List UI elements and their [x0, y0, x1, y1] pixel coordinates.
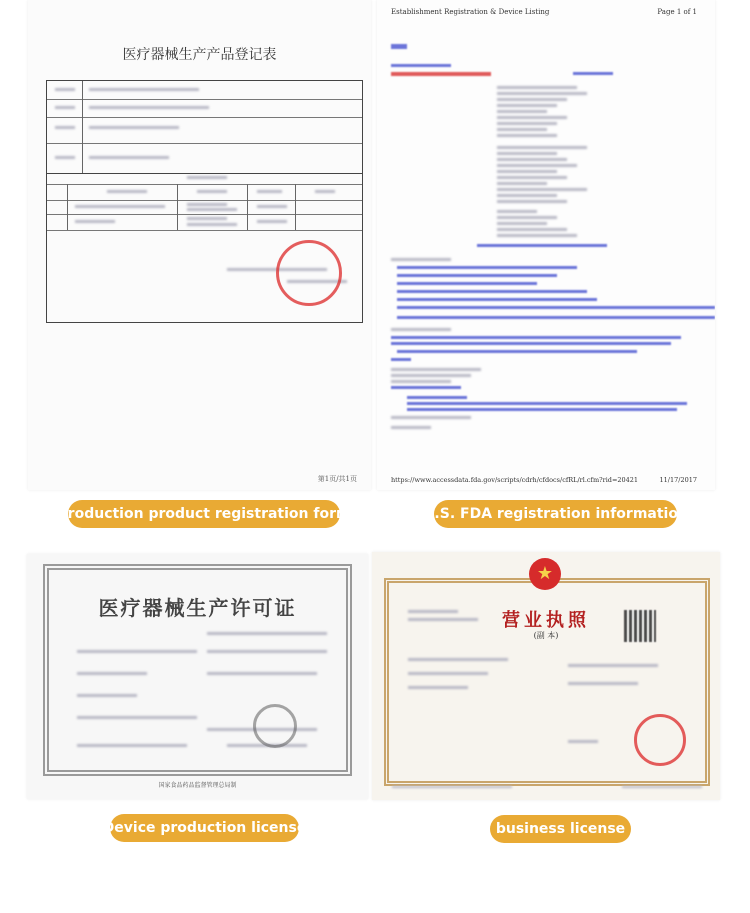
- business-license-subtitle: (副 本): [533, 631, 559, 640]
- caption-registration-form: Production product registration form: [68, 500, 340, 528]
- qr-code-icon: [624, 610, 656, 642]
- fda-header-title: Establishment Registration & Device Listing: [391, 8, 550, 16]
- fda-footer-url: https://www.accessdata.fda.gov/scripts/cdrh/cfdocs/cfRL/rl.cfm?rid=20421: [391, 476, 639, 484]
- business-seal-stamp: [634, 714, 686, 766]
- caption-production-license: Device production license: [110, 814, 299, 842]
- red-seal-stamp: [276, 240, 342, 306]
- registration-form-title: 医疗器械生产产品登记表: [122, 47, 277, 63]
- fda-registration-document: [377, 0, 715, 490]
- registration-info-table: [46, 80, 363, 174]
- production-license-title: 医疗器械生产许可证: [98, 596, 297, 620]
- registration-form-page-footer: 第1页/共1页: [317, 475, 357, 483]
- fda-footer-date: 11/17/2017: [659, 476, 697, 484]
- production-license-document: [27, 554, 368, 799]
- license-seal-stamp: [253, 704, 297, 748]
- registration-form-document: [28, 0, 371, 490]
- fda-header-page: Page 1 of 1: [657, 8, 697, 16]
- national-emblem-icon: ★: [529, 558, 561, 590]
- business-license-title: 营业执照: [502, 610, 590, 631]
- caption-business-license: business license: [490, 815, 631, 843]
- caption-fda-registration: U.S. FDA registration information: [434, 500, 677, 528]
- business-license-document: [372, 552, 720, 800]
- production-license-footer: 国家食品药品监督管理总局制: [158, 782, 237, 789]
